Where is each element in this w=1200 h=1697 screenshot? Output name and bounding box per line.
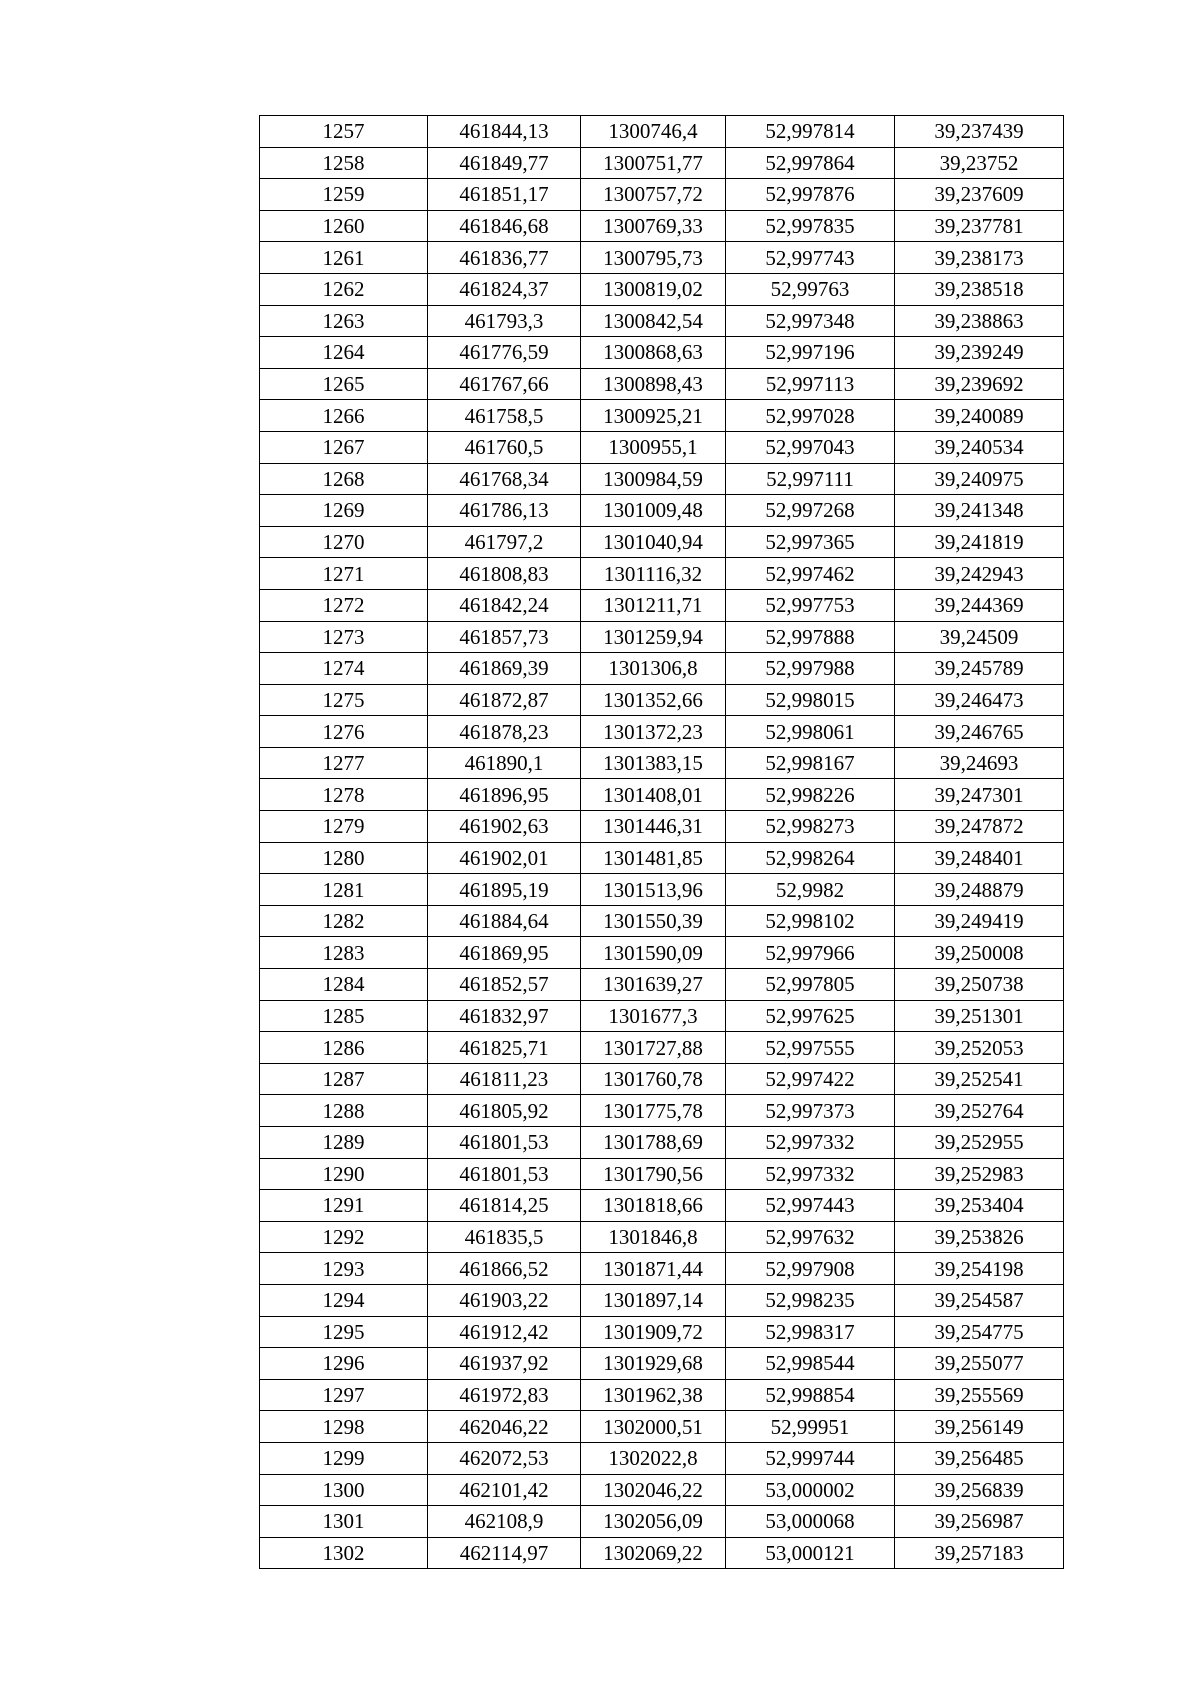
longitude-cell: 39,252541	[895, 1063, 1064, 1095]
table-row	[260, 210, 1064, 242]
point-number-cell: 1258	[260, 147, 428, 179]
latitude-cell: 52,997864	[726, 147, 895, 179]
longitude-cell: 39,246765	[895, 716, 1064, 748]
table-row	[260, 1000, 1064, 1032]
longitude-cell: 39,253404	[895, 1190, 1064, 1222]
point-number-cell: 1282	[260, 905, 428, 937]
longitude-cell: 39,240534	[895, 431, 1064, 463]
longitude-cell: 39,248879	[895, 874, 1064, 906]
x-coordinate-cell: 461851,17	[428, 179, 581, 211]
x-coordinate-cell: 461758,5	[428, 400, 581, 432]
x-coordinate-cell: 461878,23	[428, 716, 581, 748]
latitude-cell: 52,998854	[726, 1379, 895, 1411]
point-number-cell: 1293	[260, 1253, 428, 1285]
y-coordinate-cell: 1301639,27	[581, 969, 726, 1001]
x-coordinate-cell: 461912,42	[428, 1316, 581, 1348]
latitude-cell: 52,997113	[726, 368, 895, 400]
y-coordinate-cell: 1301871,44	[581, 1253, 726, 1285]
latitude-cell: 52,998544	[726, 1348, 895, 1380]
longitude-cell: 39,237609	[895, 179, 1064, 211]
latitude-cell: 52,997111	[726, 463, 895, 495]
longitude-cell: 39,240089	[895, 400, 1064, 432]
longitude-cell: 39,244369	[895, 589, 1064, 621]
point-number-cell: 1266	[260, 400, 428, 432]
latitude-cell: 53,000121	[726, 1537, 895, 1569]
x-coordinate-cell: 461937,92	[428, 1348, 581, 1380]
y-coordinate-cell: 1302000,51	[581, 1411, 726, 1443]
table-row	[260, 779, 1064, 811]
y-coordinate-cell: 1300898,43	[581, 368, 726, 400]
table-row	[260, 495, 1064, 527]
x-coordinate-cell: 461842,24	[428, 589, 581, 621]
latitude-cell: 52,998226	[726, 779, 895, 811]
longitude-cell: 39,253826	[895, 1221, 1064, 1253]
longitude-cell: 39,237439	[895, 116, 1064, 148]
latitude-cell: 52,997443	[726, 1190, 895, 1222]
y-coordinate-cell: 1301760,78	[581, 1063, 726, 1095]
x-coordinate-cell: 461832,97	[428, 1000, 581, 1032]
table-row	[260, 1379, 1064, 1411]
latitude-cell: 52,997268	[726, 495, 895, 527]
latitude-cell: 52,997908	[726, 1253, 895, 1285]
y-coordinate-cell: 1300746,4	[581, 116, 726, 148]
point-number-cell: 1268	[260, 463, 428, 495]
longitude-cell: 39,255569	[895, 1379, 1064, 1411]
point-number-cell: 1285	[260, 1000, 428, 1032]
table-row	[260, 1411, 1064, 1443]
table-row	[260, 1474, 1064, 1506]
longitude-cell: 39,249419	[895, 905, 1064, 937]
table-row	[260, 1063, 1064, 1095]
longitude-cell: 39,250738	[895, 969, 1064, 1001]
point-number-cell: 1284	[260, 969, 428, 1001]
point-number-cell: 1271	[260, 558, 428, 590]
x-coordinate-cell: 461896,95	[428, 779, 581, 811]
longitude-cell: 39,242943	[895, 558, 1064, 590]
latitude-cell: 52,997988	[726, 653, 895, 685]
longitude-cell: 39,255077	[895, 1348, 1064, 1380]
table-row	[260, 147, 1064, 179]
y-coordinate-cell: 1302022,8	[581, 1442, 726, 1474]
table-row	[260, 305, 1064, 337]
x-coordinate-cell: 462046,22	[428, 1411, 581, 1443]
point-number-cell: 1291	[260, 1190, 428, 1222]
y-coordinate-cell: 1301790,56	[581, 1158, 726, 1190]
y-coordinate-cell: 1301909,72	[581, 1316, 726, 1348]
point-number-cell: 1286	[260, 1032, 428, 1064]
latitude-cell: 52,997028	[726, 400, 895, 432]
x-coordinate-cell: 462101,42	[428, 1474, 581, 1506]
latitude-cell: 52,998317	[726, 1316, 895, 1348]
point-number-cell: 1270	[260, 526, 428, 558]
table-row	[260, 1221, 1064, 1253]
point-number-cell: 1278	[260, 779, 428, 811]
x-coordinate-cell: 461805,92	[428, 1095, 581, 1127]
x-coordinate-cell: 461849,77	[428, 147, 581, 179]
table-row	[260, 1348, 1064, 1380]
latitude-cell: 52,997805	[726, 969, 895, 1001]
point-number-cell: 1281	[260, 874, 428, 906]
point-number-cell: 1269	[260, 495, 428, 527]
latitude-cell: 52,998102	[726, 905, 895, 937]
longitude-cell: 39,239249	[895, 337, 1064, 369]
y-coordinate-cell: 1302069,22	[581, 1537, 726, 1569]
longitude-cell: 39,24509	[895, 621, 1064, 653]
latitude-cell: 52,997966	[726, 937, 895, 969]
longitude-cell: 39,248401	[895, 842, 1064, 874]
table-row	[260, 621, 1064, 653]
longitude-cell: 39,247301	[895, 779, 1064, 811]
x-coordinate-cell: 461768,34	[428, 463, 581, 495]
y-coordinate-cell: 1301009,48	[581, 495, 726, 527]
point-number-cell: 1300	[260, 1474, 428, 1506]
y-coordinate-cell: 1301352,66	[581, 684, 726, 716]
latitude-cell: 52,997555	[726, 1032, 895, 1064]
longitude-cell: 39,246473	[895, 684, 1064, 716]
table-row	[260, 716, 1064, 748]
x-coordinate-cell: 461902,63	[428, 811, 581, 843]
table-row	[260, 1284, 1064, 1316]
y-coordinate-cell: 1301897,14	[581, 1284, 726, 1316]
y-coordinate-cell: 1300769,33	[581, 210, 726, 242]
latitude-cell: 52,997835	[726, 210, 895, 242]
table-row	[260, 1095, 1064, 1127]
x-coordinate-cell: 461903,22	[428, 1284, 581, 1316]
x-coordinate-cell: 461801,53	[428, 1127, 581, 1159]
table-row	[260, 273, 1064, 305]
longitude-cell: 39,257183	[895, 1537, 1064, 1569]
latitude-cell: 52,997888	[726, 621, 895, 653]
latitude-cell: 52,998015	[726, 684, 895, 716]
table-row	[260, 842, 1064, 874]
latitude-cell: 52,99951	[726, 1411, 895, 1443]
longitude-cell: 39,254587	[895, 1284, 1064, 1316]
y-coordinate-cell: 1301788,69	[581, 1127, 726, 1159]
longitude-cell: 39,252983	[895, 1158, 1064, 1190]
coordinates-table	[259, 115, 1064, 1569]
y-coordinate-cell: 1301116,32	[581, 558, 726, 590]
x-coordinate-cell: 461857,73	[428, 621, 581, 653]
table-row	[260, 811, 1064, 843]
x-coordinate-cell: 461793,3	[428, 305, 581, 337]
y-coordinate-cell: 1301929,68	[581, 1348, 726, 1380]
x-coordinate-cell: 461836,77	[428, 242, 581, 274]
latitude-cell: 52,997625	[726, 1000, 895, 1032]
point-number-cell: 1279	[260, 811, 428, 843]
point-number-cell: 1265	[260, 368, 428, 400]
y-coordinate-cell: 1301550,39	[581, 905, 726, 937]
x-coordinate-cell: 461872,87	[428, 684, 581, 716]
x-coordinate-cell: 461852,57	[428, 969, 581, 1001]
longitude-cell: 39,254775	[895, 1316, 1064, 1348]
point-number-cell: 1272	[260, 589, 428, 621]
latitude-cell: 52,997196	[726, 337, 895, 369]
x-coordinate-cell: 461844,13	[428, 116, 581, 148]
point-number-cell: 1276	[260, 716, 428, 748]
table-row	[260, 526, 1064, 558]
latitude-cell: 52,998273	[726, 811, 895, 843]
table-row	[260, 874, 1064, 906]
y-coordinate-cell: 1301775,78	[581, 1095, 726, 1127]
longitude-cell: 39,238173	[895, 242, 1064, 274]
point-number-cell: 1294	[260, 1284, 428, 1316]
point-number-cell: 1296	[260, 1348, 428, 1380]
table-row	[260, 1316, 1064, 1348]
x-coordinate-cell: 462114,97	[428, 1537, 581, 1569]
y-coordinate-cell: 1301383,15	[581, 747, 726, 779]
table-row	[260, 1537, 1064, 1569]
table-row	[260, 337, 1064, 369]
table-row	[260, 368, 1064, 400]
latitude-cell: 53,000002	[726, 1474, 895, 1506]
latitude-cell: 52,997462	[726, 558, 895, 590]
point-number-cell: 1292	[260, 1221, 428, 1253]
x-coordinate-cell: 461890,1	[428, 747, 581, 779]
table-row	[260, 589, 1064, 621]
x-coordinate-cell: 461776,59	[428, 337, 581, 369]
table-row	[260, 179, 1064, 211]
longitude-cell: 39,256485	[895, 1442, 1064, 1474]
y-coordinate-cell: 1301846,8	[581, 1221, 726, 1253]
longitude-cell: 39,256987	[895, 1506, 1064, 1538]
longitude-cell: 39,256839	[895, 1474, 1064, 1506]
y-coordinate-cell: 1301962,38	[581, 1379, 726, 1411]
latitude-cell: 52,997814	[726, 116, 895, 148]
x-coordinate-cell: 461814,25	[428, 1190, 581, 1222]
y-coordinate-cell: 1300751,77	[581, 147, 726, 179]
point-number-cell: 1257	[260, 116, 428, 148]
y-coordinate-cell: 1301677,3	[581, 1000, 726, 1032]
latitude-cell: 52,998061	[726, 716, 895, 748]
latitude-cell: 52,997753	[726, 589, 895, 621]
table-row	[260, 1190, 1064, 1222]
point-number-cell: 1263	[260, 305, 428, 337]
x-coordinate-cell: 461869,95	[428, 937, 581, 969]
y-coordinate-cell: 1301372,23	[581, 716, 726, 748]
latitude-cell: 52,997422	[726, 1063, 895, 1095]
longitude-cell: 39,23752	[895, 147, 1064, 179]
point-number-cell: 1302	[260, 1537, 428, 1569]
longitude-cell: 39,237781	[895, 210, 1064, 242]
latitude-cell: 52,997743	[726, 242, 895, 274]
y-coordinate-cell: 1301513,96	[581, 874, 726, 906]
y-coordinate-cell: 1301211,71	[581, 589, 726, 621]
point-number-cell: 1298	[260, 1411, 428, 1443]
longitude-cell: 39,256149	[895, 1411, 1064, 1443]
y-coordinate-cell: 1300955,1	[581, 431, 726, 463]
latitude-cell: 52,998167	[726, 747, 895, 779]
point-number-cell: 1262	[260, 273, 428, 305]
point-number-cell: 1301	[260, 1506, 428, 1538]
point-number-cell: 1274	[260, 653, 428, 685]
latitude-cell: 52,997332	[726, 1158, 895, 1190]
y-coordinate-cell: 1301306,8	[581, 653, 726, 685]
longitude-cell: 39,252053	[895, 1032, 1064, 1064]
longitude-cell: 39,239692	[895, 368, 1064, 400]
latitude-cell: 52,997876	[726, 179, 895, 211]
y-coordinate-cell: 1301727,88	[581, 1032, 726, 1064]
table-row	[260, 1442, 1064, 1474]
x-coordinate-cell: 461869,39	[428, 653, 581, 685]
table-row	[260, 1253, 1064, 1285]
longitude-cell: 39,238863	[895, 305, 1064, 337]
x-coordinate-cell: 462072,53	[428, 1442, 581, 1474]
longitude-cell: 39,247872	[895, 811, 1064, 843]
point-number-cell: 1277	[260, 747, 428, 779]
y-coordinate-cell: 1300925,21	[581, 400, 726, 432]
point-number-cell: 1288	[260, 1095, 428, 1127]
x-coordinate-cell: 462108,9	[428, 1506, 581, 1538]
x-coordinate-cell: 461846,68	[428, 210, 581, 242]
point-number-cell: 1273	[260, 621, 428, 653]
table-row	[260, 1158, 1064, 1190]
point-number-cell: 1295	[260, 1316, 428, 1348]
y-coordinate-cell: 1301446,31	[581, 811, 726, 843]
longitude-cell: 39,241819	[895, 526, 1064, 558]
table-row	[260, 684, 1064, 716]
latitude-cell: 52,998264	[726, 842, 895, 874]
latitude-cell: 52,998235	[726, 1284, 895, 1316]
point-number-cell: 1264	[260, 337, 428, 369]
point-number-cell: 1267	[260, 431, 428, 463]
point-number-cell: 1261	[260, 242, 428, 274]
x-coordinate-cell: 461825,71	[428, 1032, 581, 1064]
point-number-cell: 1299	[260, 1442, 428, 1474]
longitude-cell: 39,238518	[895, 273, 1064, 305]
y-coordinate-cell: 1300757,72	[581, 179, 726, 211]
table-row	[260, 558, 1064, 590]
longitude-cell: 39,24693	[895, 747, 1064, 779]
table-row	[260, 937, 1064, 969]
table-row	[260, 400, 1064, 432]
y-coordinate-cell: 1301408,01	[581, 779, 726, 811]
point-number-cell: 1289	[260, 1127, 428, 1159]
longitude-cell: 39,254198	[895, 1253, 1064, 1285]
latitude-cell: 52,997365	[726, 526, 895, 558]
longitude-cell: 39,252764	[895, 1095, 1064, 1127]
y-coordinate-cell: 1301590,09	[581, 937, 726, 969]
table-row	[260, 116, 1064, 148]
point-number-cell: 1280	[260, 842, 428, 874]
y-coordinate-cell: 1302046,22	[581, 1474, 726, 1506]
y-coordinate-cell: 1301040,94	[581, 526, 726, 558]
table-row	[260, 969, 1064, 1001]
longitude-cell: 39,240975	[895, 463, 1064, 495]
x-coordinate-cell: 461866,52	[428, 1253, 581, 1285]
table-row	[260, 431, 1064, 463]
table-row	[260, 1032, 1064, 1064]
latitude-cell: 52,997348	[726, 305, 895, 337]
point-number-cell: 1260	[260, 210, 428, 242]
x-coordinate-cell: 461786,13	[428, 495, 581, 527]
x-coordinate-cell: 461760,5	[428, 431, 581, 463]
longitude-cell: 39,245789	[895, 653, 1064, 685]
x-coordinate-cell: 461895,19	[428, 874, 581, 906]
point-number-cell: 1275	[260, 684, 428, 716]
point-number-cell: 1283	[260, 937, 428, 969]
table-row	[260, 1506, 1064, 1538]
x-coordinate-cell: 461824,37	[428, 273, 581, 305]
latitude-cell: 53,000068	[726, 1506, 895, 1538]
y-coordinate-cell: 1302056,09	[581, 1506, 726, 1538]
y-coordinate-cell: 1300842,54	[581, 305, 726, 337]
table-row	[260, 1127, 1064, 1159]
longitude-cell: 39,250008	[895, 937, 1064, 969]
y-coordinate-cell: 1300868,63	[581, 337, 726, 369]
table-row	[260, 242, 1064, 274]
latitude-cell: 52,9982	[726, 874, 895, 906]
longitude-cell: 39,252955	[895, 1127, 1064, 1159]
x-coordinate-cell: 461884,64	[428, 905, 581, 937]
longitude-cell: 39,241348	[895, 495, 1064, 527]
point-number-cell: 1290	[260, 1158, 428, 1190]
y-coordinate-cell: 1300984,59	[581, 463, 726, 495]
y-coordinate-cell: 1301259,94	[581, 621, 726, 653]
table-row	[260, 653, 1064, 685]
y-coordinate-cell: 1300819,02	[581, 273, 726, 305]
latitude-cell: 52,99763	[726, 273, 895, 305]
y-coordinate-cell: 1301481,85	[581, 842, 726, 874]
latitude-cell: 52,999744	[726, 1442, 895, 1474]
x-coordinate-cell: 461811,23	[428, 1063, 581, 1095]
point-number-cell: 1259	[260, 179, 428, 211]
x-coordinate-cell: 461835,5	[428, 1221, 581, 1253]
coordinates-table-body	[260, 116, 1064, 1569]
x-coordinate-cell: 461767,66	[428, 368, 581, 400]
latitude-cell: 52,997332	[726, 1127, 895, 1159]
table-row	[260, 747, 1064, 779]
x-coordinate-cell: 461902,01	[428, 842, 581, 874]
y-coordinate-cell: 1301818,66	[581, 1190, 726, 1222]
latitude-cell: 52,997632	[726, 1221, 895, 1253]
x-coordinate-cell: 461808,83	[428, 558, 581, 590]
latitude-cell: 52,997373	[726, 1095, 895, 1127]
y-coordinate-cell: 1300795,73	[581, 242, 726, 274]
table-row	[260, 905, 1064, 937]
x-coordinate-cell: 461801,53	[428, 1158, 581, 1190]
latitude-cell: 52,997043	[726, 431, 895, 463]
point-number-cell: 1297	[260, 1379, 428, 1411]
table-row	[260, 463, 1064, 495]
longitude-cell: 39,251301	[895, 1000, 1064, 1032]
x-coordinate-cell: 461797,2	[428, 526, 581, 558]
x-coordinate-cell: 461972,83	[428, 1379, 581, 1411]
point-number-cell: 1287	[260, 1063, 428, 1095]
